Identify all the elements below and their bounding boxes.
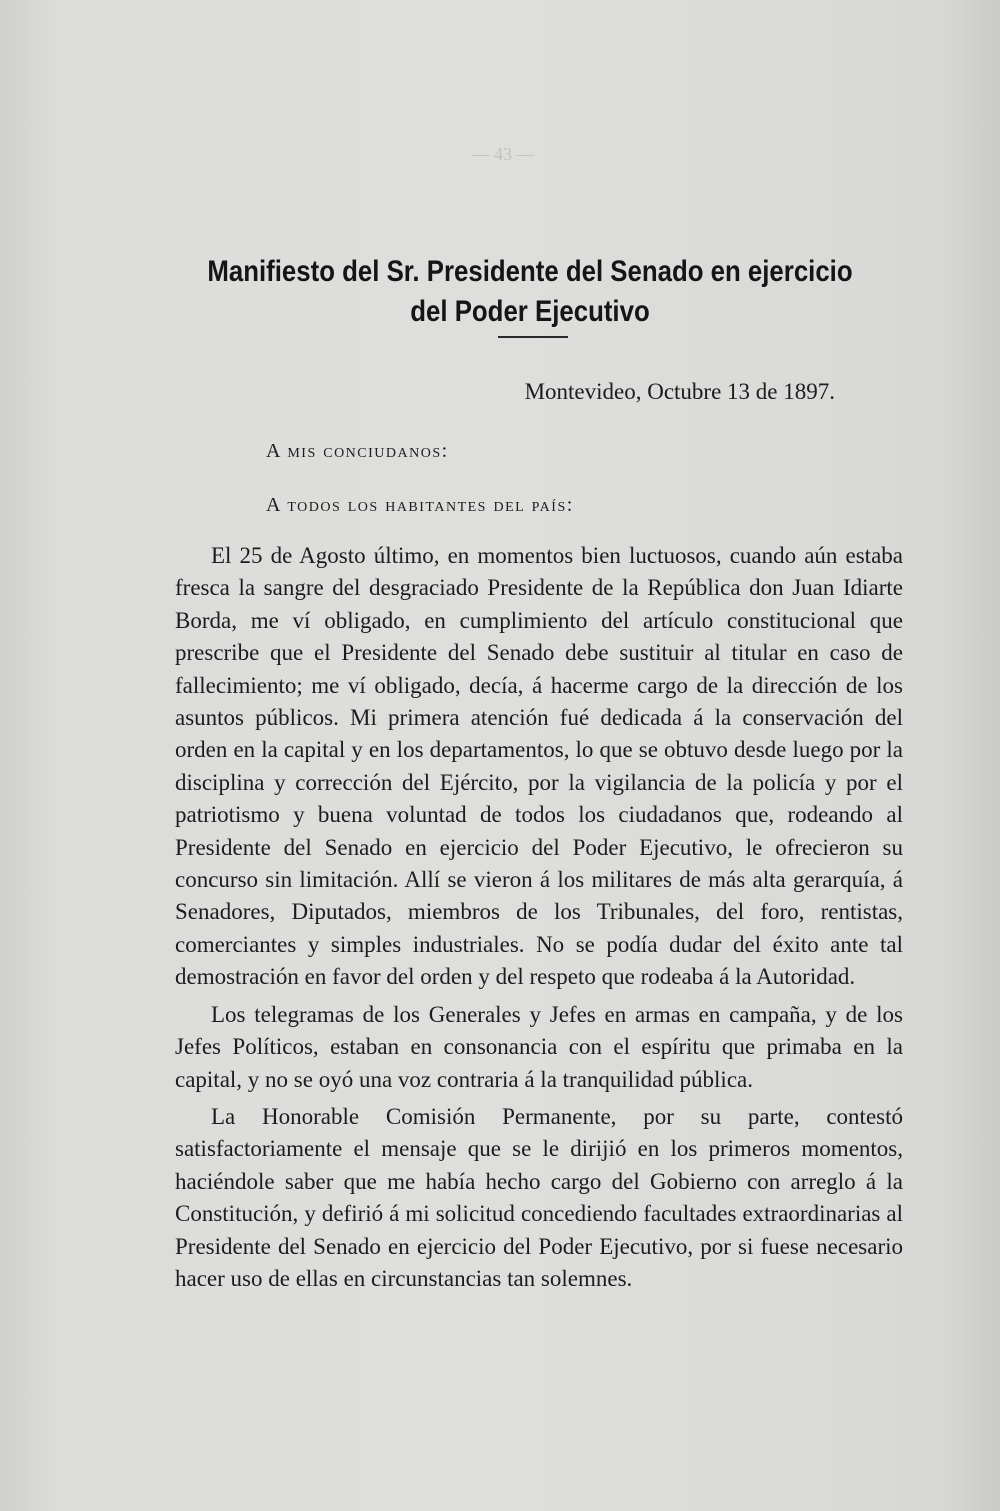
title-divider: [498, 336, 568, 338]
paragraph-1: El 25 de Agosto último, en momentos bien luctuosos, cuando aún estaba fresca la sangre del desgraciado Presidente de la República don Juan Idiarte Borda, me ví obligado, en cumplimiento del artículo constitucional que prescribe que el Presidente del Senado debe sustituir al titular en caso de fallecimiento; me ví obligado, decía, á hacerme cargo de la dirección de los asuntos públicos. Mi primera atención fué dedicada á la conservación del orden en la capital y en los departamentos, lo que se obtuvo desde luego por la disciplina y corrección del Ejército, por la vigilancia de la policía y por el patriotismo y buena voluntad de todos los ciudadanos que, rodeando al Presidente del Senado en ejercicio del Poder Ejecutivo, le ofrecieron su concurso sin limitación. Allí se vieron á los militares de más alta gerarquía, á Senadores, Diputados, miembros de los Tribunales, del foro, rentistas, comerciantes y simples industriales. No se podía dudar del éxito ante tal demostración en favor del orden y del respeto que rodeaba á la Autoridad.: [175, 543, 903, 990]
title-line-1: Manifiesto del Sr. Presidente del Senado en ejercicio: [207, 255, 853, 288]
dateline: Montevideo, Octubre 13 de 1897.: [524, 379, 835, 404]
body-text: [175, 540, 903, 1300]
paragraph-3: La Honorable Comisión Permanente, por su parte, contestó satisfactoriamente el mensaje que se le dirijió en los primeros momentos, haciéndole saber que me había hecho cargo del Gobierno con arreglo á la Constitución, y defirió á mi solicitud concediendo facultades extraordinarias al Presidente del Senado en ejercicio del Poder Ejecutivo, por si fuese necesario hacer uso de ellas en circunstancias tan solemnes.: [175, 1103, 903, 1291]
page-title: [203, 252, 857, 332]
paragraph-2: Los telegramas de los Generales y Jefes en armas en campaña, y de los Jefes Políticos, estaban en consonancia con el espíritu que primaba en la capital, y no se oyó una voz contraria á la tranquilidad pública.: [175, 1001, 903, 1092]
title-line-2: del Poder Ejecutivo: [410, 295, 650, 328]
page-number: — 43 —: [471, 144, 535, 164]
salutation-inhabitants: A todos los habitantes del país:: [266, 494, 574, 516]
salutation-citizens: A mis conciudanos:: [266, 440, 449, 462]
